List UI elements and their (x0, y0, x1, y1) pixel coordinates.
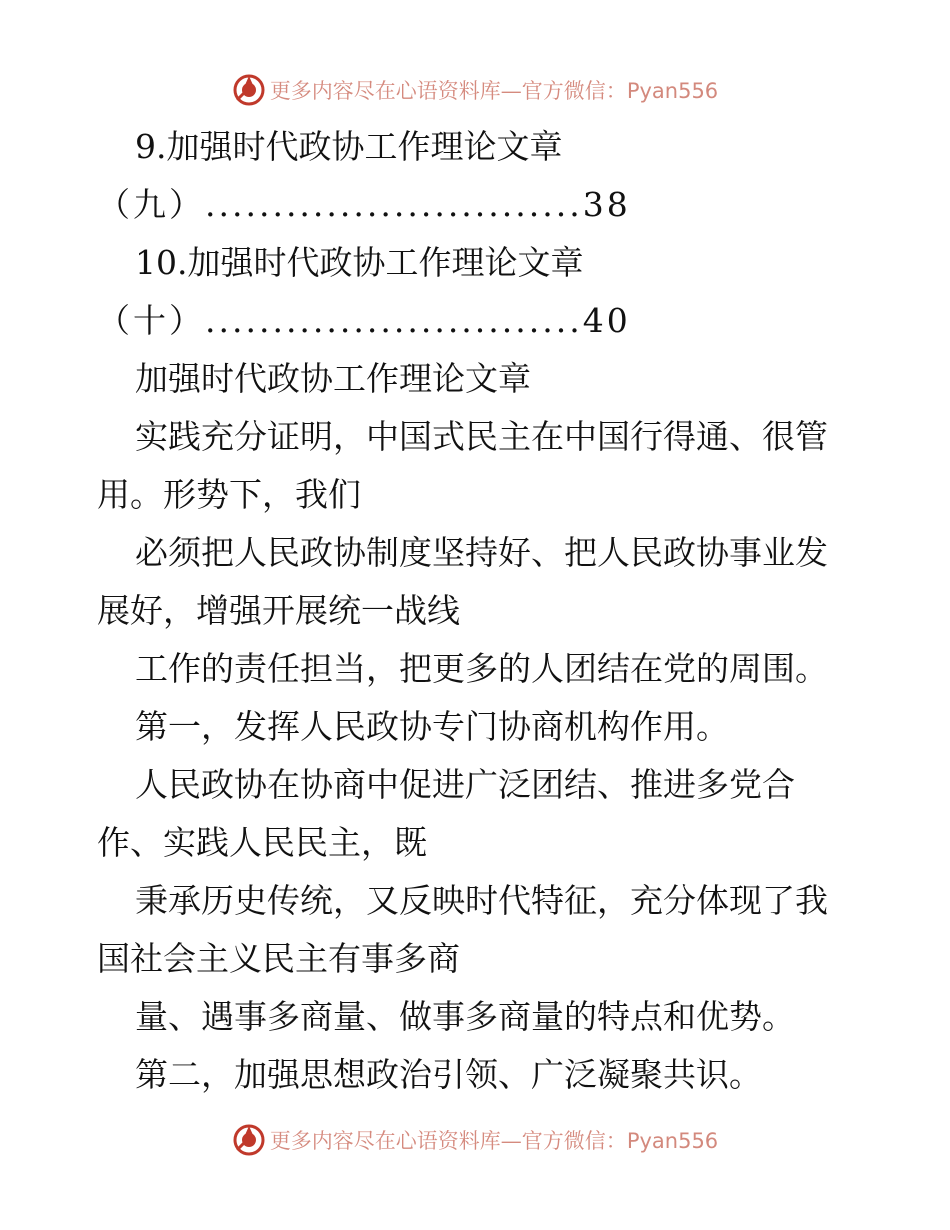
header-banner (0, 70, 950, 110)
footer-banner (0, 1120, 950, 1160)
toc-entry-10-page: （十）............................40 (97, 301, 631, 340)
article-title: 加强时代政协工作理论文章 (135, 359, 531, 398)
brand-logo-icon (232, 1123, 266, 1157)
section-heading-1: 第一，发挥人民政协专门协商机构作用。 (135, 707, 729, 746)
toc-entry-10-title: 10.加强时代政协工作理论文章 (135, 243, 584, 282)
footer-banner-text: 更多内容尽在心语资料库—官方微信：Pyan556 (269, 1129, 719, 1153)
paragraph-line: 人民政协在协商中促进广泛团结、推进多党合 (135, 765, 795, 804)
paragraph-line: 秉承历史传统，又反映时代特征，充分体现了我 (135, 881, 828, 920)
paragraph-line: 国社会主义民主有事多商 (97, 939, 460, 978)
toc-entry-9-title: 9.加强时代政协工作理论文章 (135, 127, 563, 166)
header-wechat-id: Pyan556 (626, 79, 719, 103)
paragraph-line: 工作的责任担当，把更多的人团结在党的周围。 (135, 649, 828, 688)
brand-logo-icon (232, 73, 266, 107)
section-heading-2: 第二，加强思想政治引领、广泛凝聚共识。 (135, 1055, 762, 1094)
toc-entry-9-page: （九）............................38 (97, 185, 631, 224)
paragraph-line: 用。形势下，我们 (97, 475, 361, 514)
header-banner-text: 更多内容尽在心语资料库—官方微信：Pyan556 (269, 79, 719, 103)
footer-wechat-id: Pyan556 (626, 1129, 719, 1153)
paragraph-line: 实践充分证明，中国式民主在中国行得通、很管 (135, 417, 828, 456)
paragraph-line: 量、遇事多商量、做事多商量的特点和优势。 (135, 997, 795, 1036)
paragraph-line: 展好，增强开展统一战线 (97, 591, 460, 630)
paragraph-line: 必须把人民政协制度坚持好、把人民政协事业发 (135, 533, 828, 572)
paragraph-line: 作、实践人民民主，既 (97, 823, 427, 862)
